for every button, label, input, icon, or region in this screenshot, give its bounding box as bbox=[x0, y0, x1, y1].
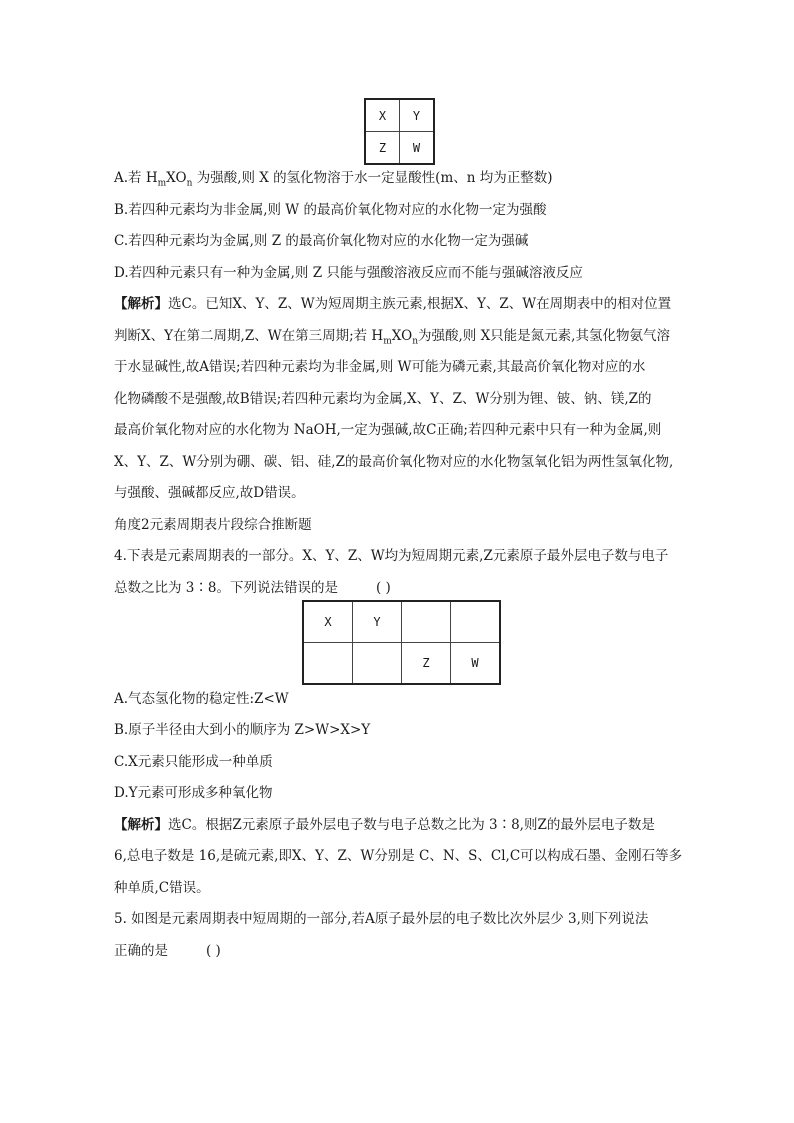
q4-option-c: C.X元素只能形成一种单质 bbox=[114, 754, 273, 770]
table-cell bbox=[402, 601, 451, 643]
q5-stem-line: 5. 如图是元素周期表中短周期的一部分,若A原子最外层的电子数比次外层少 3,则下列说法 bbox=[114, 911, 649, 927]
q4-stem-line: 4.下表是元素周期表的一部分。X、Y、Z、W均为短周期元素,Z元素原子最外层电子数与电子 bbox=[114, 548, 669, 564]
q4-analysis-line: 【解析】选C。根据Z元素原子最外层电子数与电子总数之比为 3∶8,则Z的最外层电子数是 bbox=[114, 817, 655, 833]
answer-paren: ( ) bbox=[375, 580, 391, 596]
table-cell: W bbox=[451, 643, 501, 685]
section-title: 角度2元素周期表片段综合推断题 bbox=[114, 517, 312, 533]
table-cell: X bbox=[365, 99, 400, 132]
periodic-table-fragment-2 bbox=[302, 600, 501, 685]
q3-option-a: A.若 $H_mXO_n$ 为强酸,则 X 的氢化物溶于水一定显酸性(m、n 均为正整数) bbox=[114, 170, 553, 189]
q3-analysis-line: 判断X、Y在第二周期,Z、W在第三周期;若 $H_mXO_n$为强酸,则 X只能是氮元素,其氢化物氨气溶 bbox=[114, 328, 670, 347]
q4-analysis-line: 6,总电子数是 16,是硫元素,即X、Y、Z、W分别是 C、N、S、Cl,C可以构成石墨、金刚石等多 bbox=[114, 848, 683, 864]
analysis-tag: 【解析】 bbox=[114, 817, 168, 833]
table-cell: Y bbox=[353, 601, 402, 643]
table-cell: Z bbox=[365, 132, 400, 165]
answer-paren: ( ) bbox=[206, 943, 221, 959]
q3-analysis-line: X、Y、Z、W分别为硼、碳、铝、硅,Z的最高价氧化物对应的水化物氢氧化铝为两性氢氧化物, bbox=[114, 454, 674, 470]
q5-stem-line: 正确的是 ( ) bbox=[114, 943, 221, 959]
q4-analysis-line: 种单质,C错误。 bbox=[114, 880, 210, 896]
table-cell bbox=[303, 643, 353, 685]
q3-analysis-line: 化物磷酸不是强酸,故B错误;若四种元素均为金属,X、Y、Z、W分别为锂、铍、钠、镁,Z的 bbox=[114, 391, 652, 407]
q3-analysis-line: 与强酸、强碱都反应,故D错误。 bbox=[114, 485, 305, 501]
periodic-table-fragment-1 bbox=[364, 98, 435, 165]
table-cell bbox=[353, 643, 402, 685]
table-cell bbox=[451, 601, 501, 643]
table-cell: W bbox=[400, 132, 435, 165]
q3-option-c: C.若四种元素均为金属,则 Z 的最高价氧化物对应的水化物一定为强碱 bbox=[114, 233, 529, 249]
q3-analysis-line: 【解析】选C。已知X、Y、Z、W为短周期主族元素,根据X、Y、Z、W在周期表中的相对位置 bbox=[114, 296, 672, 312]
table-cell: Y bbox=[400, 99, 435, 132]
table-cell: X bbox=[303, 601, 353, 643]
q3-analysis-line: 最高价氧化物对应的水化物为 NaOH,一定为强碱,故C正确;若四种元素中只有一种为金属,则 bbox=[114, 422, 662, 438]
q3-analysis-line: 于水显碱性,故A错误;若四种元素均为非金属,则 W可能为磷元素,其最高价氧化物对应的水 bbox=[114, 359, 646, 375]
analysis-tag: 【解析】 bbox=[114, 296, 168, 312]
table-cell: Z bbox=[402, 643, 451, 685]
q4-option-b: B.原子半径由大到小的顺序为 Z>W>X>Y bbox=[114, 722, 371, 738]
q4-stem-line: 总数之比为 3∶8。下列说法错误的是 ( ) bbox=[114, 580, 391, 596]
q4-option-d: D.Y元素可形成多种氧化物 bbox=[114, 785, 273, 801]
q3-option-b: B.若四种元素均为非金属,则 W 的最高价氧化物对应的水化物一定为强酸 bbox=[114, 202, 547, 218]
q4-option-a: A.气态氢化物的稳定性:Z<W bbox=[114, 691, 289, 707]
q3-option-d: D.若四种元素只有一种为金属,则 Z 只能与强酸溶液反应而不能与强碱溶液反应 bbox=[114, 265, 583, 281]
